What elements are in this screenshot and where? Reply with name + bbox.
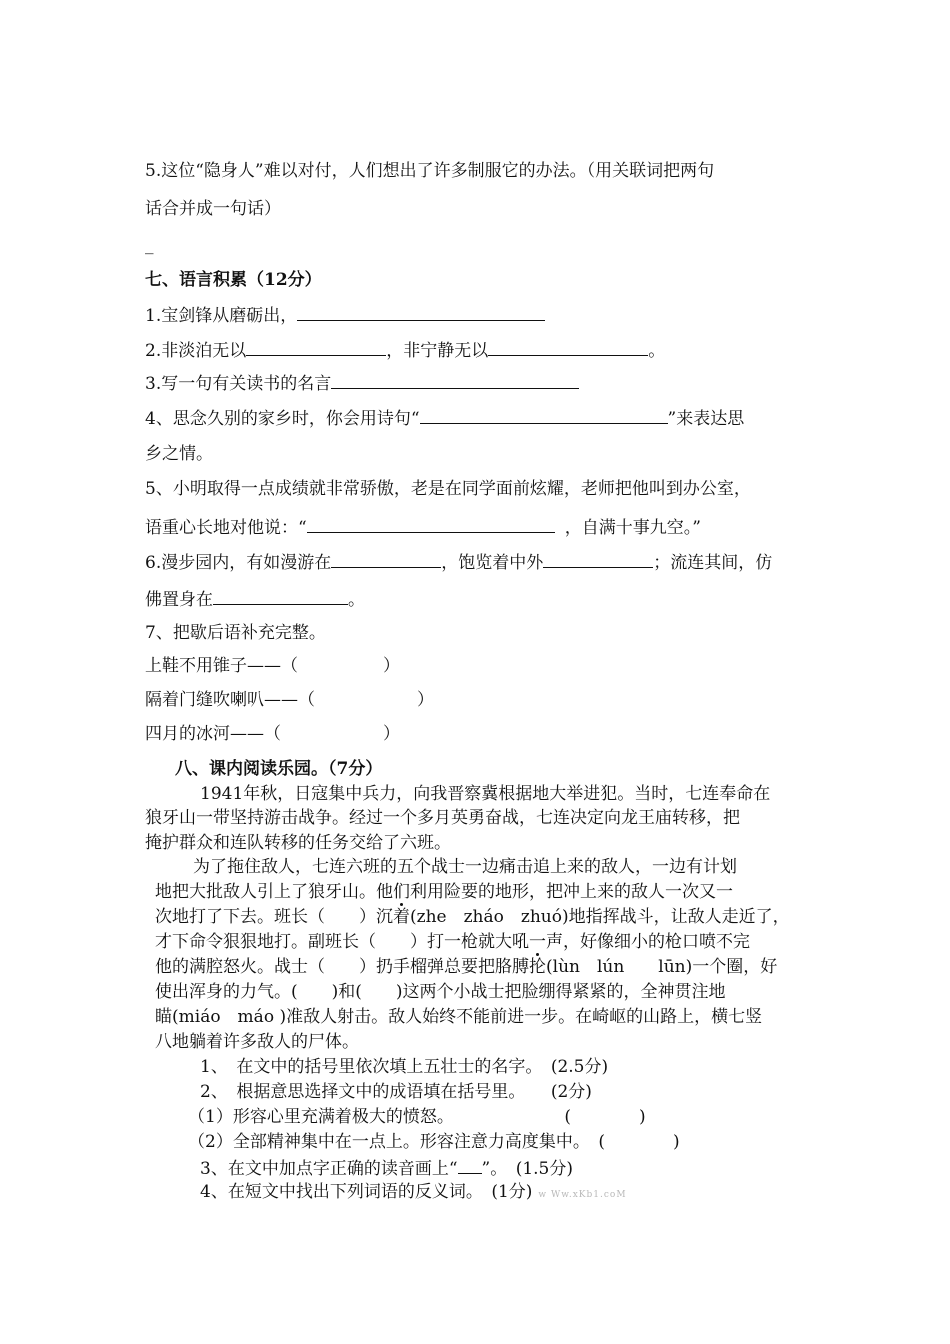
- item-7-5-line2: [145, 516, 701, 538]
- item-7-4-line2: 乡之情。: [145, 444, 213, 464]
- passage-line: 为了拖住敌人，七连六班的五个战士一边痛击追上来的敌人，一边有计划: [193, 857, 737, 877]
- passage-line: 掩护群众和连队转移的任务交给了六班。: [145, 833, 451, 853]
- answer-blank[interactable]: [420, 407, 668, 424]
- reading-question-4: [200, 1182, 627, 1205]
- section-8-title: 八、课内阅读乐园。（7分）: [175, 759, 383, 779]
- underline-sample: [458, 1157, 482, 1174]
- item-7-6-text-b: ，饱览着中外: [441, 553, 544, 573]
- item-7-6-text-e: 。: [348, 590, 365, 610]
- reading-question-3-text-b: ”。 (1.5分): [481, 1159, 574, 1179]
- answer-blank[interactable]: [307, 516, 555, 533]
- item-7-2: [145, 339, 665, 361]
- reading-question-1: 1、 在文中的括号里依次填上五壮士的名字。 (2.5分): [200, 1057, 609, 1077]
- item-7-2-text-a: 2.非淡泊无以: [145, 341, 247, 361]
- item-7-6-text-c: ；流连其间，仿: [653, 553, 773, 573]
- reading-question-3-text-a: 3、在文中加点字正确的读音画上“: [200, 1159, 458, 1179]
- passage-line: 使出浑身的力气。( )和( )这两个小战士把脸绷得紧紧的，全神贯注地: [155, 982, 726, 1002]
- answer-blank[interactable]: [331, 372, 579, 389]
- passage-line: 地把大批敌人引上了狼牙山。他们利用险要的地形，把冲上来的敌人一次又一: [155, 882, 733, 902]
- item-7-4: [145, 407, 744, 429]
- xiehouyu-1: 上鞋不用锥子——（ ）: [145, 656, 400, 676]
- reading-question-4-text: 4、在短文中找出下列词语的反义词。 (1分): [200, 1182, 533, 1202]
- item-7-6-line1: [145, 551, 772, 573]
- item-7-2-text-c: 。: [648, 341, 666, 361]
- answer-blank[interactable]: [543, 551, 653, 568]
- item-7-3-text: 3.写一句有关读书的名言: [145, 374, 332, 394]
- item-7-5-text-c: ，自满十事九空。”: [564, 518, 701, 538]
- passage-text: (zhe zháo zhuó)地指挥战斗，让敌人走近了，: [410, 907, 790, 927]
- item-7-6-line2: [145, 588, 365, 610]
- passage-line: [155, 957, 777, 977]
- passage-line: 才下命令狠狠地打。副班长（ ）打一枪就大吼一声，好像细小的枪口喷不完: [155, 932, 750, 952]
- passage-text: (lùn lún lūn)一个圈，好: [546, 957, 778, 977]
- item-7-1-text: 1.宝剑锋从磨砺出，: [145, 306, 298, 326]
- passage-line: 八地躺着许多敌人的尸体。: [155, 1032, 359, 1052]
- item-7-3: [145, 372, 579, 394]
- answer-blank[interactable]: [297, 304, 545, 321]
- xiehouyu-2: 隔着门缝吹喇叭——（ ）: [145, 690, 434, 710]
- section-7-title: 七、语言积累（12分）: [145, 270, 322, 290]
- item-7-4-text-b: ”来表达思: [667, 409, 745, 429]
- watermark-text: w Ww.xKb1.coM: [538, 1190, 627, 1200]
- passage-line: [155, 907, 790, 927]
- reading-question-2-1: （1）形容心里充满着极大的愤怒。 ( ): [188, 1107, 646, 1127]
- passage-line: 1941年秋，日寇集中兵力，向我晋察冀根据地大举进犯。当时，七连奉命在: [200, 784, 771, 804]
- answer-blank[interactable]: [488, 339, 648, 356]
- dotted-char: 着: [393, 907, 410, 927]
- item-7-1: [145, 304, 545, 326]
- item-7-5-line1: 5、小明取得一点成绩就非常骄傲，老是在同学面前炫耀，老师把他叫到办公室，: [145, 479, 751, 499]
- passage-text: 他的满腔怒火。战士（ ）扔手榴弹总要把胳膊: [155, 957, 529, 977]
- reading-question-2-2: （2）全部精神集中在一点上。形容注意力高度集中。 ( ): [188, 1132, 680, 1152]
- passage-line: 狼牙山一带坚持游击战争。经过一个多月英勇奋战，七连决定向龙王庙转移，把: [145, 808, 740, 828]
- item-7-7: 7、把歇后语补充完整。: [145, 623, 326, 643]
- answer-blank[interactable]: [246, 339, 386, 356]
- passage-text: 次地打了下去。班长（ ）沉: [155, 907, 393, 927]
- item-7-5-text-b: 语重心长地对他说：“: [145, 518, 307, 538]
- passage-line: 瞄(miáo máo )准敌人射击。敌人始终不能前进一步。在崎岖的山路上，横七竖: [155, 1007, 763, 1027]
- item-7-6-text-a: 6.漫步园内，有如漫游在: [145, 553, 332, 573]
- item-7-6-text-d: 佛置身在: [145, 590, 213, 610]
- question-5-line1: 5.这位“隐身人”难以对付，人们想出了许多制服它的办法。（用关联词把两句: [145, 161, 715, 181]
- answer-blank[interactable]: [331, 551, 441, 568]
- reading-question-2: 2、 根据意思选择文中的成语填在括号里。 (2分): [200, 1082, 592, 1102]
- dotted-char: 抡: [529, 957, 546, 977]
- answer-blank[interactable]: [213, 588, 348, 605]
- item-7-4-text-a: 4、思念久别的家乡时，你会用诗句“: [145, 409, 420, 429]
- xiehouyu-3: 四月的冰河——（ ）: [145, 724, 400, 744]
- item-7-2-text-b: ，非宁静无以: [386, 341, 489, 361]
- reading-question-3: [200, 1157, 573, 1179]
- question-5-line2: 话合并成一句话）: [145, 199, 281, 219]
- question-5-answer-mark: _: [145, 235, 154, 255]
